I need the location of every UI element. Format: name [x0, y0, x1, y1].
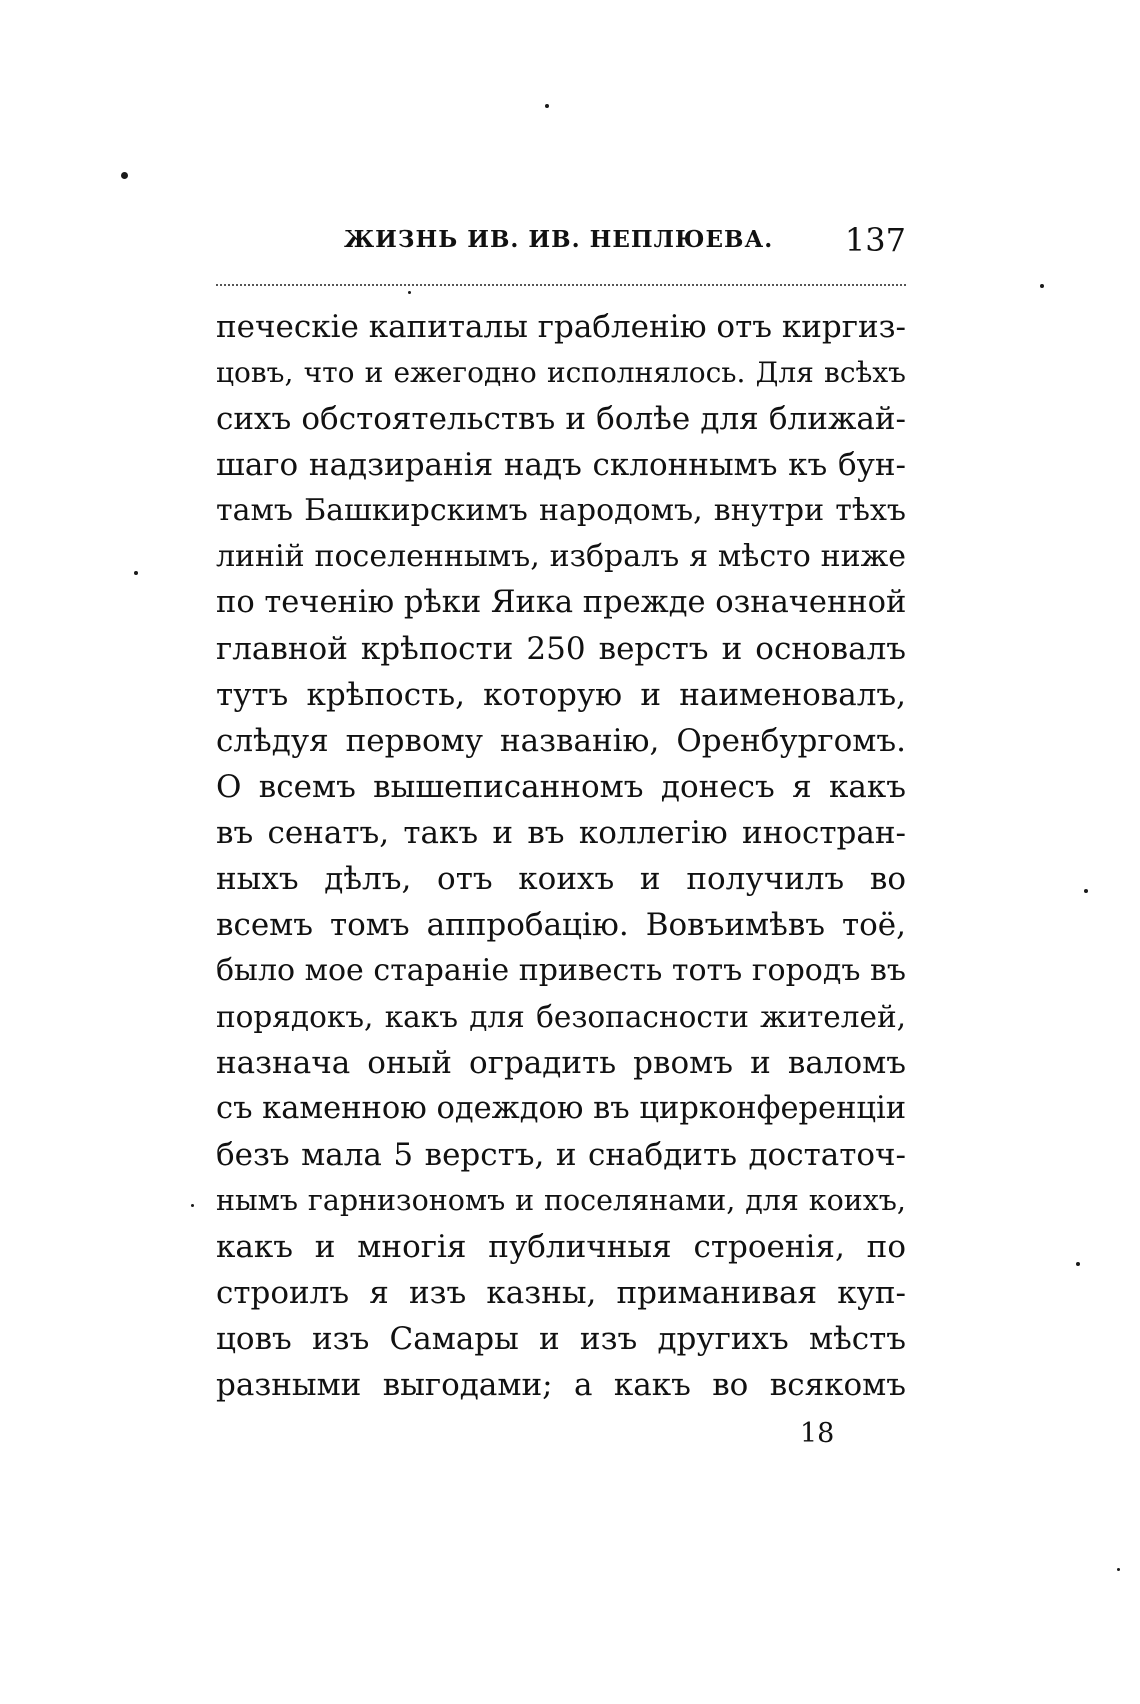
- text-line: цовъ, что и ежегодно исполнялось. Для всѣхъ: [216, 356, 906, 389]
- text-line: главной крѣпости 250 верстъ и основалъ: [216, 631, 906, 667]
- text-line: безъ мала 5 верстъ, и снабдить достаточ-: [216, 1137, 906, 1173]
- text-line: тутъ крѣпость, которую и наименовалъ,: [216, 677, 906, 713]
- text-line: слѣдуя первому названію, Оренбургомъ.: [216, 723, 906, 759]
- text-line: линій поселеннымъ, избралъ я мѣсто ниже: [216, 539, 906, 574]
- text-line: порядокъ, какъ для безопасности жителей,: [216, 1000, 906, 1034]
- text-line: О всемъ вышеписанномъ донесъ я какъ: [216, 769, 906, 805]
- scan-speck: [134, 571, 138, 575]
- text-line: строилъ я изъ казны, приманивая куп-: [216, 1275, 906, 1311]
- text-line: съ каменною одеждою въ цирконференціи: [216, 1091, 907, 1126]
- running-title: ЖИЗНЬ ИВ. ИВ. НЕПЛЮЕВА.: [344, 226, 774, 253]
- scan-speck: [121, 172, 128, 179]
- scan-speck: [1040, 284, 1044, 288]
- text-line: сихъ обстоятельствъ и болѣе для ближай-: [216, 401, 906, 437]
- scan-speck: [1084, 889, 1088, 893]
- text-line: ныхъ дѣлъ, отъ коихъ и получилъ во: [216, 861, 906, 897]
- text-line: всемъ томъ аппробацію. Вовъимѣвъ тоё,: [216, 907, 906, 943]
- header-divider: [216, 284, 906, 286]
- text-line: шаго надзиранія надъ склоннымъ къ бун-: [216, 447, 906, 483]
- scan-speck: [408, 291, 411, 294]
- text-line: нымъ гарнизономъ и поселянами, для коихъ,: [216, 1184, 906, 1217]
- text-line: въ сенатъ, такъ и въ коллегію иностран-: [216, 815, 906, 851]
- text-line: по теченію рѣки Яика прежде означенной: [216, 585, 907, 620]
- text-line: какъ и многія публичныя строенія, по: [216, 1229, 906, 1265]
- text-line: было мое стараніе привесть тотъ городъ въ: [216, 953, 906, 988]
- text-line: цовъ изъ Самары и изъ другихъ мѣстъ: [216, 1321, 906, 1357]
- text-line: разными выгодами; а какъ во всякомъ: [216, 1367, 906, 1403]
- page-number: 137: [844, 221, 906, 259]
- text-line: печескіе капиталы грабленію отъ киргиз-: [216, 309, 906, 345]
- body-text: [216, 304, 906, 1408]
- scan-speck: [191, 1204, 194, 1207]
- running-head: [216, 218, 906, 262]
- scan-speck: [1076, 1262, 1080, 1266]
- signature-mark: 18: [800, 1418, 835, 1449]
- text-line: назнача оный оградить рвомъ и валомъ: [216, 1045, 906, 1081]
- scan-speck: [545, 104, 549, 108]
- scan-speck: [1117, 1568, 1120, 1571]
- text-line: тамъ Башкирскимъ народомъ, внутри тѣхъ: [216, 493, 906, 528]
